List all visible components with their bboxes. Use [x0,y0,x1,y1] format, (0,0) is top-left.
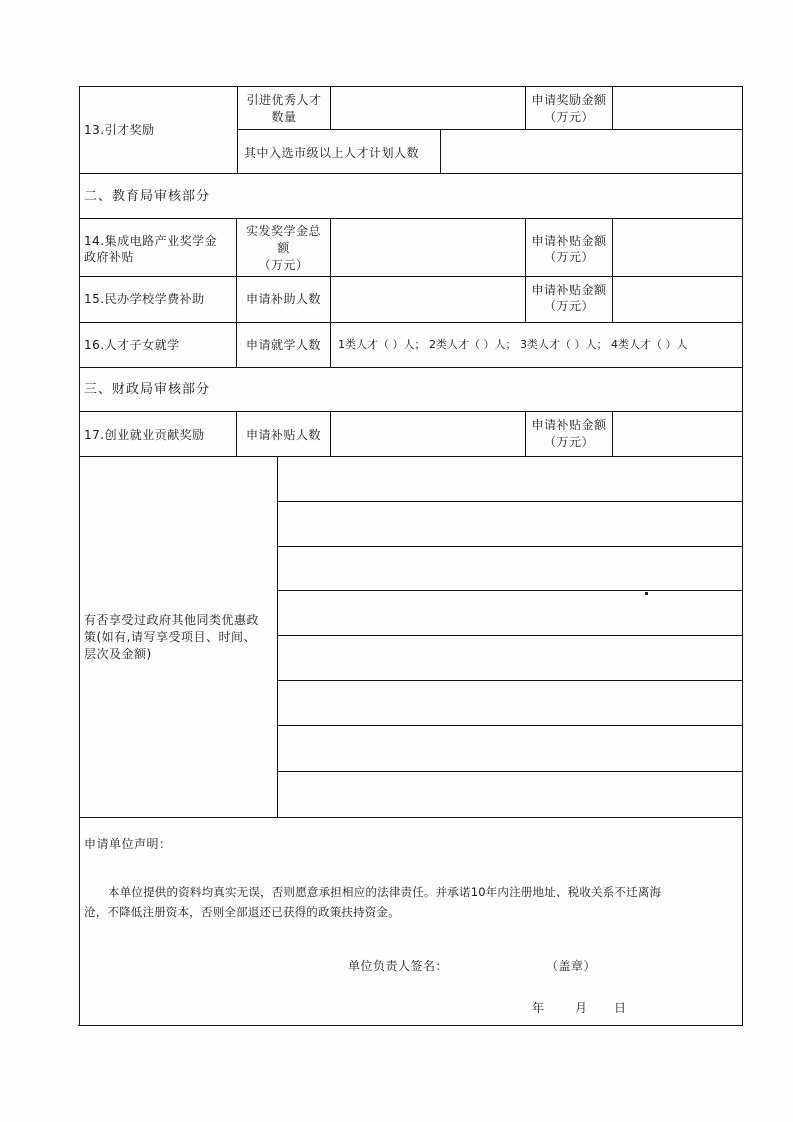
other-policy-bottom-line [80,817,743,818]
date-month: 月 [575,1001,588,1015]
row13-amount-label-2: （万元） [543,110,594,124]
row16-categories[interactable]: 1类人才（ ）人； 2类人才（ ）人； 3类人才（ ）人； 4类人才（ ）人 [338,338,688,351]
row17-label: 17.创业就业贡献奖励 [84,428,205,442]
row14-label-2: 政府补贴 [84,250,135,264]
row13-bottom-line [80,173,743,174]
row15-amount-label-1: 申请补贴金额 [531,283,607,297]
row14-label-1: 14.集成电路产业奖学金 [84,234,218,248]
table-left-border [79,86,80,1026]
row17-amount-label-1: 申请补贴金额 [531,418,607,432]
signature-area[interactable] [450,950,545,978]
row14-amount-label-2: （万元） [543,250,594,264]
row17-amount-label-2: （万元） [543,435,594,449]
date-year: 年 [532,1001,545,1015]
other-policy-input-area[interactable] [279,458,741,816]
row15-bottom-line [80,322,743,323]
row15-label: 15.民办学校学费补助 [84,292,205,306]
declaration-body-1: 本单位提供的资料均真实无误，否则愿意承担相应的法律责任。并承诺10年内注册地址、税收关系不迁离海 [108,885,662,899]
scan-speck [645,592,648,595]
row17-amount-input[interactable] [614,413,741,455]
row17-count-input[interactable] [332,413,524,455]
table-right-border [742,86,743,1026]
row13-sub-input[interactable] [442,131,741,172]
section-finance-title: 三、财政局审核部分 [84,382,211,397]
row13-count-label-2: 数量 [271,110,297,124]
row14-field-2: 额 [277,241,290,255]
declaration-body-2: 沧，不降低注册资本，否则全部退还已获得的政策扶持资金。 [84,905,400,919]
row14-amount-label-1: 申请补贴金额 [531,234,607,248]
row16-bottom-line [80,367,743,368]
row14-amount-input[interactable] [614,220,741,275]
row14-field-1: 实发奖学金总 [245,224,321,238]
seal-label: （盖章） [546,959,597,973]
declaration-title: 申请单位声明： [84,837,172,851]
row15-field: 申请补助人数 [245,292,321,306]
row13-amount-input[interactable] [614,88,741,128]
row13-label: 13.引才奖励 [84,123,155,137]
other-policy-label-3: 层次及金额) [84,647,152,661]
signer-label: 单位负责人签名： [348,959,449,973]
section-education-title: 二、教育局审核部分 [84,189,211,204]
row14-field-3: （万元） [258,258,309,272]
row14-total-input[interactable] [332,220,524,275]
table-bottom-border [78,1025,743,1026]
row13-count-label-1: 引进优秀人才 [246,93,322,107]
row16-label: 16.人才子女就学 [84,338,180,352]
row15-amount-input[interactable] [614,278,741,321]
row17-field: 申请补贴人数 [245,428,321,442]
row13-amount-label-1: 申请奖励金额 [531,93,607,107]
row15-amount-label-2: （万元） [543,299,594,313]
other-policy-label-2: 策(如有,请写享受项目、时间、 [84,630,256,644]
row13-count-input[interactable] [332,88,524,128]
other-policy-label-1: 有否享受过政府其他同类优惠政 [84,613,260,627]
row13-sub-label: 其中入选市级以上人才计划人数 [244,146,420,160]
row16-field: 申请就学人数 [245,338,321,352]
row15-count-input[interactable] [332,278,524,321]
date-day: 日 [614,1001,627,1015]
